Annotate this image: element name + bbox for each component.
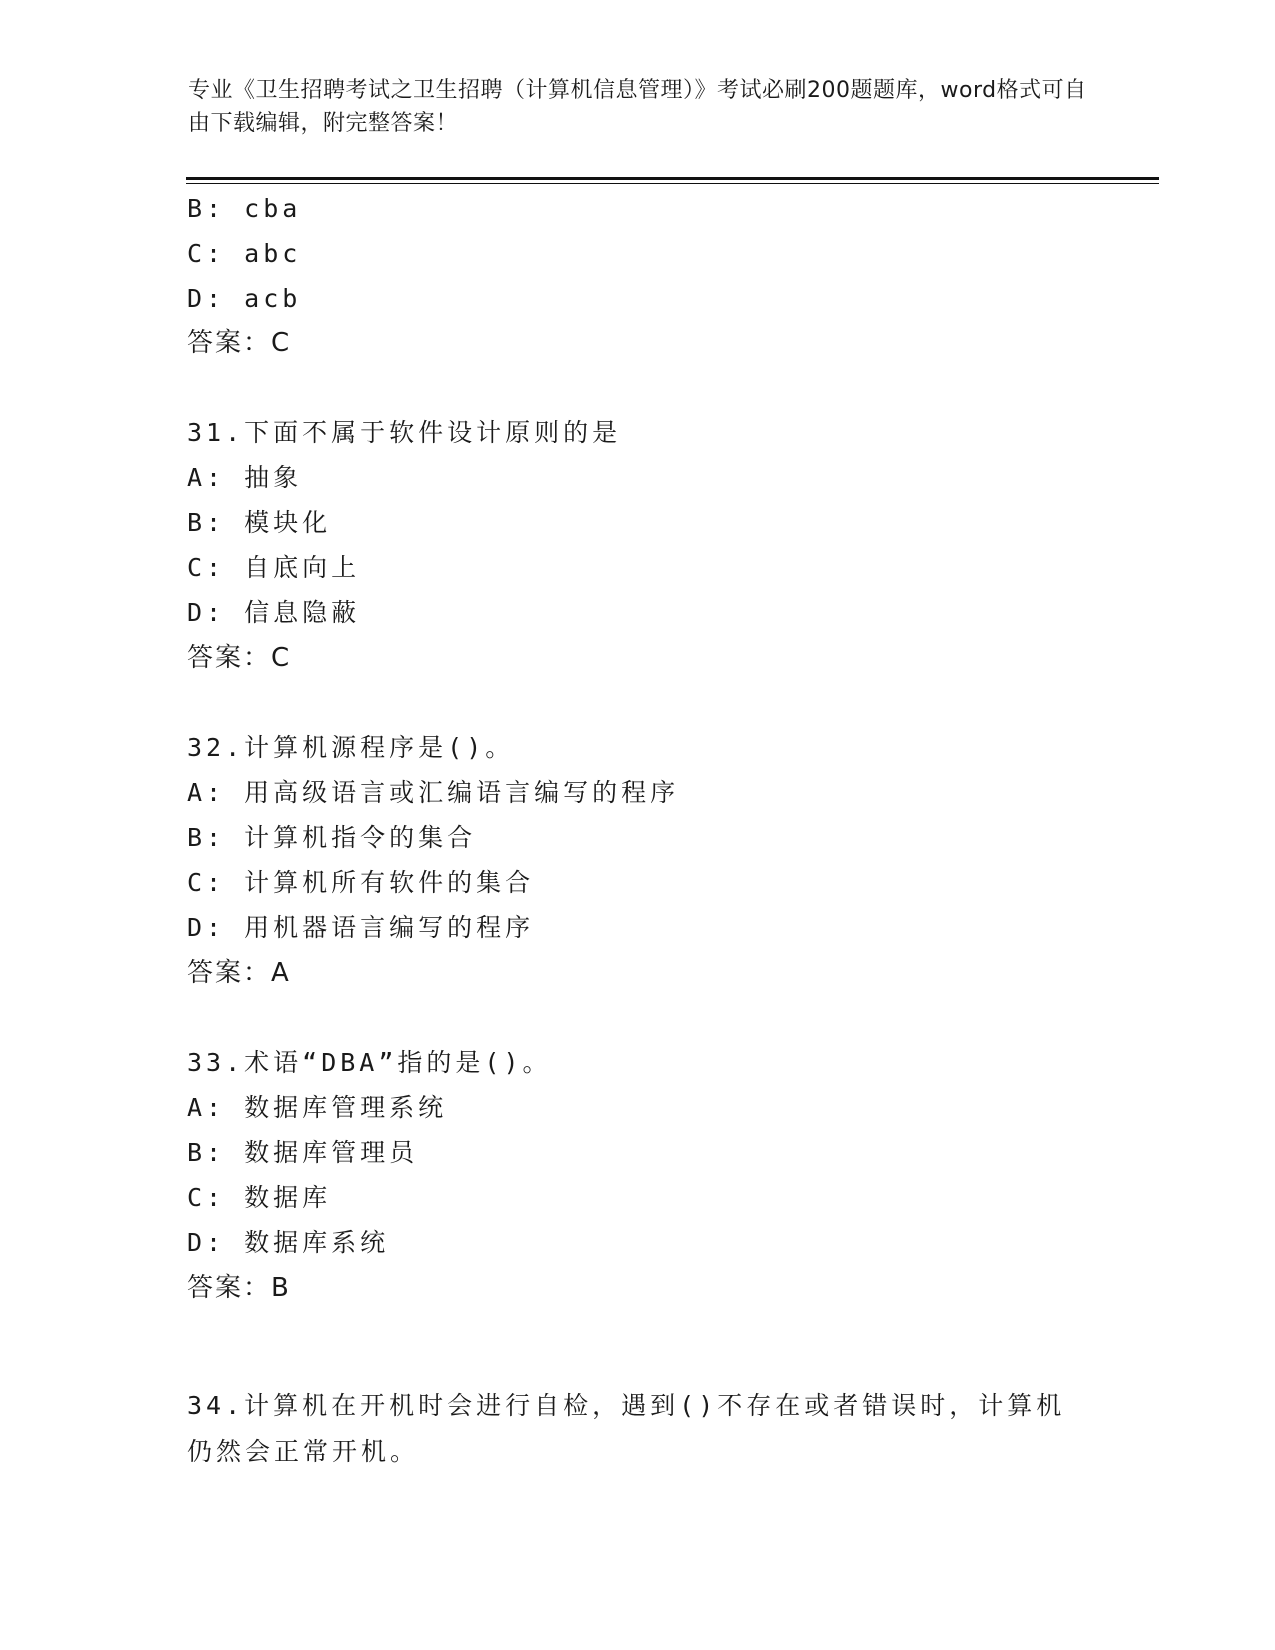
q31-option-a: A: 抽象 [187, 463, 303, 492]
q33-option-a: A: 数据库管理系统 [187, 1093, 448, 1122]
q31-option-b: B: 模块化 [187, 508, 332, 537]
q31-option-d: D: 信息隐蔽 [187, 598, 361, 627]
header-divider-thick [186, 177, 1159, 180]
q30-answer: 答案：C [187, 328, 292, 358]
q34-question: 34.计算机在开机时会进行自检，遇到()不存在或者错误时，计算机仍然会正常开机。 [187, 1391, 1066, 1466]
q33-option-c: C: 数据库 [187, 1183, 332, 1212]
q30-option-d: D: acb [187, 284, 302, 313]
q31-question: 31.下面不属于软件设计原则的是 [187, 418, 622, 447]
q33-answer: 答案：B [187, 1273, 291, 1303]
q30-option-b: B: cba [187, 194, 302, 223]
q32-option-d: D: 用机器语言编写的程序 [187, 913, 535, 942]
q32-option-a: A: 用高级语言或汇编语言编写的程序 [187, 778, 680, 807]
q30-option-c: C: abc [187, 239, 302, 268]
header-divider-thin [186, 183, 1159, 184]
q32-answer: 答案：A [187, 958, 291, 988]
document-header: 专业《卫生招聘考试之卫生招聘（计算机信息管理）》考试必刷200题题库，word格式可自由下载编辑，附完整答案！ [188, 78, 1087, 136]
q32-question: 32.计算机源程序是()。 [187, 733, 515, 762]
q32-option-c: C: 计算机所有软件的集合 [187, 868, 535, 897]
q32-option-b: B: 计算机指令的集合 [187, 823, 477, 852]
q31-answer: 答案：C [187, 643, 292, 673]
q33-question: 33.术语“DBA”指的是()。 [187, 1048, 552, 1077]
q33-option-b: B: 数据库管理员 [187, 1138, 419, 1167]
q33-option-d: D: 数据库系统 [187, 1228, 390, 1257]
q31-option-c: C: 自底向上 [187, 553, 361, 582]
